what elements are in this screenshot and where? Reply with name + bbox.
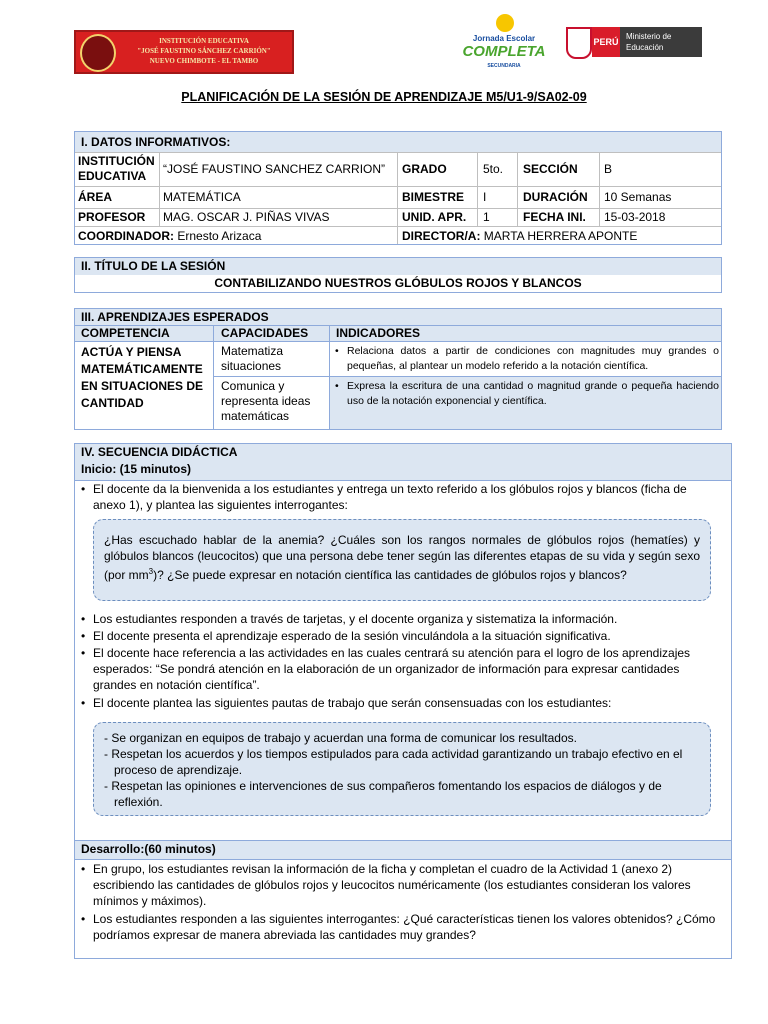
pauta-1: - Se organizan en equipos de trabajo y acuerdan una forma de comunicar los resultados. <box>104 731 577 745</box>
profesor-label: PROFESOR <box>78 210 146 224</box>
inicio-bullet-4-text: El docente hace referencia a las actividades en las cuales centrará su atención para el logro de los aprendizajes esperados: “Se pondrá atención en la elaboración de un organizador de información para expresar cantidades grandes en notación científica”. <box>93 646 691 692</box>
desarrollo-bullet-1-text: En grupo, los estudiantes revisan la información de la ficha y completan el cuadro de la Actividad 1 (anexo 2) escribiendo las cantidades de glóbulos rojos y leucocitos numéricamente (los estudiantes consideran los valores mínimos y máximos). <box>93 862 691 908</box>
bullet-icon: • <box>335 345 339 357</box>
inicio-bullet-3-text: El docente presenta el aprendizaje esperado de la sesión vinculándola a la situación significativa. <box>93 629 611 643</box>
col-competencia: COMPETENCIA <box>81 326 170 340</box>
inicio-bullet-2-text: Los estudiantes responden a través de tarjetas, y el docente organiza y sistematiza la información. <box>93 612 618 626</box>
coat-of-arms-icon <box>566 27 592 59</box>
competencia-value: ACTÚA Y PIENSA MATEMÁTICAMENTE EN SITUACIONES DE CANTIDAD <box>81 345 204 410</box>
profesor-value: MAG. OSCAR J. PIÑAS VIVAS <box>163 210 330 224</box>
jornada-escolar-logo <box>462 12 546 72</box>
capacidad-row-2: Comunica y representa ideas matemáticas <box>221 379 311 423</box>
bimestre-label: BIMESTRE <box>402 190 465 204</box>
inicio-bullet-5 <box>81 695 721 711</box>
fecha-label: FECHA INI. <box>523 210 586 224</box>
bullet-icon: • <box>81 612 86 626</box>
inicio-bullet-1 <box>81 481 721 513</box>
inicio-bullet-1-text: El docente da la bienvenida a los estudiantes y entrega un texto referido a los glóbulos rojos y blancos (ficha de anexo 1), y plantea las siguientes interrogantes: <box>93 482 687 512</box>
col-indicadores: INDICADORES <box>336 326 421 340</box>
indicador-row-1 <box>335 344 719 374</box>
grado-value: 5to. <box>483 162 504 176</box>
document-title: PLANIFICACIÓN DE LA SESIÓN DE APRENDIZAJE M5/U1-9/SA02-09 <box>181 90 587 104</box>
jornada-sub-text: SECUNDARIA <box>487 63 521 69</box>
desarrollo-bullet-2 <box>81 911 721 943</box>
desarrollo-label: Desarrollo:(60 minutos) <box>81 842 216 856</box>
inicio-bullet-3 <box>81 628 721 644</box>
duracion-label: DURACIÓN <box>523 190 588 204</box>
bullet-icon: • <box>335 380 339 392</box>
titulo-heading: II. TÍTULO DE LA SESIÓN <box>81 259 226 273</box>
inicio-bullet-4 <box>81 645 721 693</box>
desarrollo-bullet-1 <box>81 861 721 909</box>
area-value: MATEMÁTICA <box>163 190 241 204</box>
indicador-text-2: Expresa la escritura de una cantidad o magnitud grande o pequeña haciendo uso de la notación exponencial y científica. <box>347 380 719 407</box>
pauta-2: - Respetan los acuerdos y los tiempos estipulados para cada actividad garantizando un trabajo efectivo en el proceso de aprendizaje. <box>104 747 683 777</box>
secuencia-heading: IV. SECUENCIA DIDÁCTICA <box>81 445 238 459</box>
question-box <box>93 519 711 601</box>
jornada-top-text: Jornada Escolar <box>472 34 536 43</box>
indicador-text-1: Relaciona datos a partir de condiciones con magnitudes muy grandes o pequeñas, al plantear un modelo referido a la notación científica. <box>347 345 719 372</box>
bullet-icon: • <box>81 912 86 926</box>
bullet-icon: • <box>81 629 86 643</box>
bullet-icon: • <box>81 696 86 710</box>
jornada-big-text: COMPLETA <box>462 43 546 60</box>
director-row <box>402 229 637 244</box>
aprendizajes-heading: III. APRENDIZAJES ESPERADOS <box>81 310 269 324</box>
aprendizajes-table <box>74 308 722 430</box>
seccion-value: B <box>604 162 613 176</box>
inicio-bullet-2 <box>81 611 721 627</box>
school-logo-text: INSTITUCIÓN EDUCATIVA "JOSÉ FAUSTINO SÁNCHEZ CARRIÓN" NUEVO CHIMBOTE - EL TAMBO <box>137 37 271 65</box>
unidad-value: 1 <box>483 210 490 224</box>
question-text <box>104 532 700 583</box>
question-sup: 3 <box>148 567 154 576</box>
capacidad-row-1: Matematiza situaciones <box>221 344 284 373</box>
school-crest-icon <box>80 34 116 72</box>
director-label: DIRECTOR/A: <box>402 229 481 243</box>
coordinador-value: Ernesto Arizaca <box>177 229 262 243</box>
inicio-bullet-5-text: El docente plantea las siguientes pautas de trabajo que serán consensuadas con los estudiantes: <box>93 696 612 710</box>
indicador-row-2 <box>335 379 719 409</box>
desarrollo-bullet-2-text: Los estudiantes responden a las siguientes interrogantes: ¿Qué características tienen los valores obtenidos? ¿Cómo podríamos expresar de manera abreviada las cantidades muy grandes? <box>93 912 716 942</box>
institucion-value: “JOSÉ FAUSTINO SANCHEZ CARRION” <box>163 162 386 176</box>
bullet-icon: • <box>81 862 86 876</box>
question-main: ¿Has escuchado hablar de la anemia? ¿Cuáles son los rangos normales de glóbulos rojos (hematíes) y glóbulos blancos (leucocitos) que una persona debe tener según las diferentes etapas de su vida y según sexo (por mm <box>104 533 700 582</box>
inicio-label: Inicio: (15 minutos) <box>81 462 192 476</box>
secuencia-table <box>74 443 732 959</box>
coordinador-row <box>78 229 261 244</box>
director-value: MARTA HERRERA APONTE <box>483 229 638 243</box>
unidad-label: UNID. APR. <box>402 210 467 224</box>
datos-heading: I. DATOS INFORMATIVOS: <box>81 135 231 149</box>
bullet-icon: • <box>81 646 86 660</box>
ministerio-label: Ministerio de Educación <box>620 27 702 57</box>
sun-icon <box>496 14 514 32</box>
institucion-label: INSTITUCIÓN EDUCATIVA <box>78 154 155 183</box>
duracion-value: 10 Semanas <box>604 190 672 204</box>
ministerio-logo <box>562 25 702 59</box>
bullet-icon: • <box>81 482 86 496</box>
pautas-box <box>93 722 711 816</box>
pauta-3: - Respetan las opiniones e intervenciones de sus compañeros fomentando los espacios de diálogos y de reflexión. <box>104 779 662 809</box>
school-logo <box>74 30 294 74</box>
bimestre-value: I <box>483 190 487 204</box>
titulo-sesion-table <box>74 257 722 293</box>
col-capacidades: CAPACIDADES <box>221 326 309 340</box>
coordinador-label: COORDINADOR: <box>78 229 174 243</box>
question-tail: )? ¿Se puede expresar en notación científica las cantidades de glóbulos rojos y blancos? <box>153 568 627 582</box>
grado-label: GRADO <box>402 162 447 176</box>
titulo-value: CONTABILIZANDO NUESTROS GLÓBULOS ROJOS Y BLANCOS <box>214 276 582 290</box>
datos-informativos-table <box>74 131 722 245</box>
seccion-label: SECCIÓN <box>523 162 578 176</box>
area-label: ÁREA <box>78 190 113 204</box>
fecha-value: 15-03-2018 <box>604 210 666 224</box>
peru-label: PERÚ <box>592 27 620 57</box>
